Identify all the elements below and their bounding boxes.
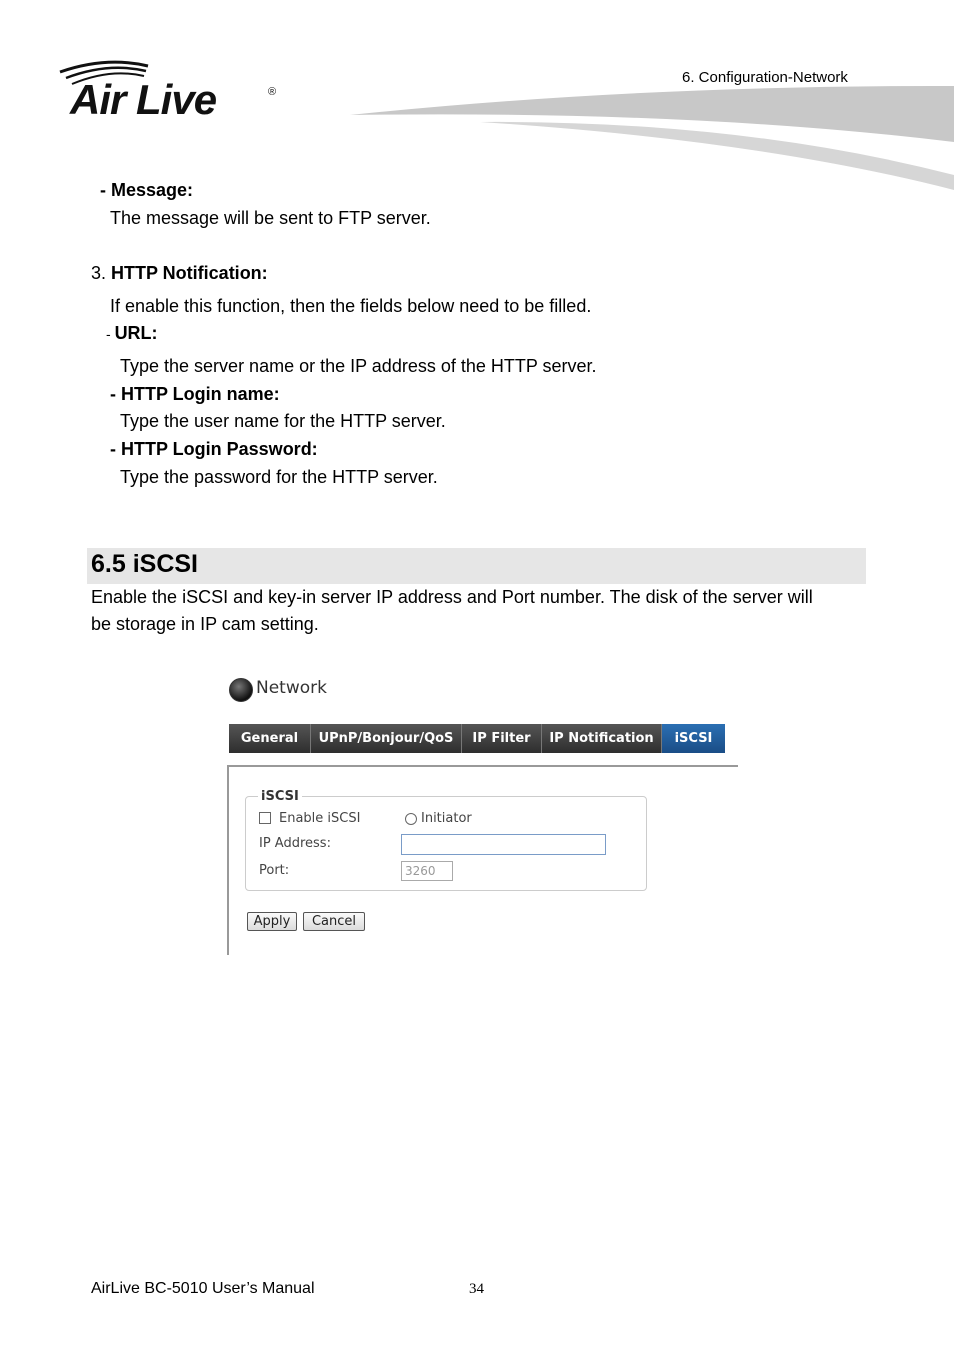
iscsi-legend: iSCSI bbox=[258, 789, 302, 804]
password-desc: Type the password for the HTTP server. bbox=[120, 467, 438, 487]
tab-upnp-bonjour-qos[interactable]: UPnP/Bonjour/QoS bbox=[311, 724, 462, 753]
footer-manual-title: AirLive BC-5010 User’s Manual bbox=[91, 1280, 315, 1297]
http-number: 3. bbox=[91, 263, 112, 283]
network-icon bbox=[229, 678, 253, 702]
chapter-header: 6. Configuration-Network bbox=[682, 69, 848, 86]
port-input[interactable]: 3260 bbox=[401, 861, 453, 881]
network-tabbar bbox=[229, 724, 725, 753]
ip-address-label: IP Address: bbox=[259, 836, 331, 851]
header-swoosh bbox=[340, 80, 954, 200]
url-heading bbox=[106, 322, 158, 345]
airlive-logo: Air Live bbox=[70, 76, 217, 123]
port-label: Port: bbox=[259, 863, 290, 878]
initiator-radio[interactable] bbox=[405, 813, 417, 825]
network-title: Network bbox=[256, 678, 327, 698]
page-number: 34 bbox=[469, 1281, 484, 1297]
initiator-label: Initiator bbox=[421, 811, 472, 826]
enable-iscsi-checkbox[interactable] bbox=[259, 812, 271, 824]
tab-ip-notification[interactable]: IP Notification bbox=[542, 724, 662, 753]
http-desc: If enable this function, then the fields below need to be filled. bbox=[110, 296, 592, 316]
url-label: URL: bbox=[114, 323, 158, 343]
message-label: - Message: bbox=[100, 180, 194, 200]
tab-general[interactable]: General bbox=[229, 724, 311, 753]
ip-address-input[interactable] bbox=[401, 834, 606, 855]
apply-button[interactable]: Apply bbox=[247, 912, 297, 931]
login-desc: Type the user name for the HTTP server. bbox=[120, 411, 446, 431]
message-desc: The message will be sent to FTP server. bbox=[110, 208, 431, 228]
tab-iscsi[interactable]: iSCSI bbox=[662, 724, 725, 753]
password-label: - HTTP Login Password: bbox=[110, 439, 318, 459]
login-label: - HTTP Login name: bbox=[110, 384, 280, 404]
cancel-button[interactable]: Cancel bbox=[303, 912, 365, 931]
section-paragraph-line2: be storage in IP cam setting. bbox=[91, 614, 319, 634]
section-bar bbox=[87, 548, 866, 584]
http-title: HTTP Notification: bbox=[111, 263, 268, 283]
http-notification-heading bbox=[91, 262, 268, 284]
section-title: 6.5 iSCSI bbox=[91, 550, 198, 578]
enable-iscsi-label: Enable iSCSI bbox=[279, 811, 361, 826]
tab-ip-filter[interactable]: IP Filter bbox=[462, 724, 542, 753]
url-desc: Type the server name or the IP address of the HTTP server. bbox=[120, 356, 597, 376]
section-paragraph-line1: Enable the iSCSI and key-in server IP address and Port number. The disk of the server will bbox=[91, 587, 813, 607]
url-dash: - bbox=[106, 326, 115, 342]
registered-mark: ® bbox=[268, 86, 277, 98]
